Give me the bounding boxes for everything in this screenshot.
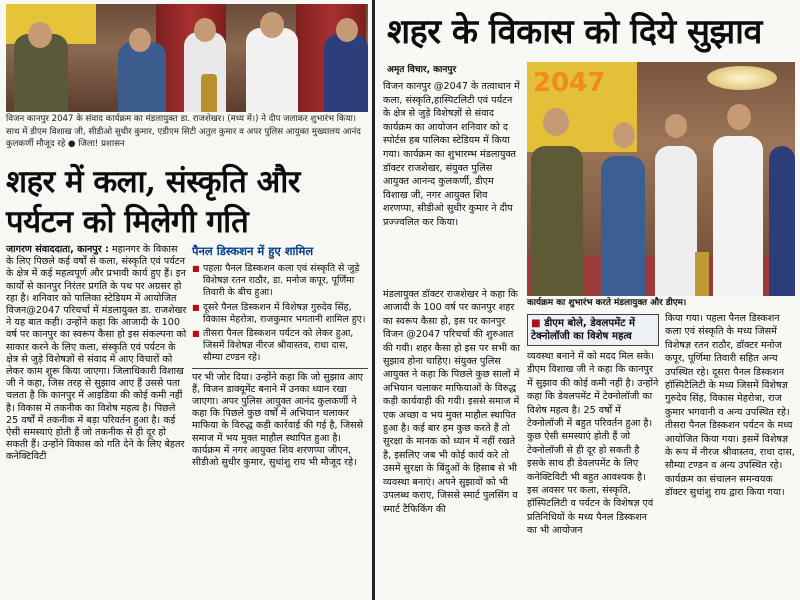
ceremonial-lamp <box>695 252 709 296</box>
article-column <box>192 244 368 469</box>
article-body: मंडलायुक्त डॉक्टर राजशेखर ने कहा कि आजादी के 100 वर्ष पर कानपुर शहर का स्वरूप कैसा हो, इस पर कानपुर विजन @2047 परिचर्चा की शुरुआत की गयी। शहर कैसा हो इस पर सभी का सुझाव होना चाहिए। संयुक्त पुलिस आयुक्त ने कहा कि पिछले कुछ सालों में अभियान चलाकर माफियाओं के विरुद्ध कड़ी कार्यवाही की गयी। इससे समाज में एक अच्छा व भय मुक्त माहौल स्थापित हुआ है। कई बार हम कुछ करते हैं तो सुरक्षा के मानक को ध्यान में नहीं रखते है, इसलिए जब भी कोई कार्य करे तो उसमें सुरक्षा के बिंदुओं के हिसाब से भी व्यवस्था बनाएं। अपने सुझावों को भी उपलब्ध कराए, जिससे स्मार्ट पुलसिंग व स्मार्ट टैफिकिंग की <box>383 289 520 515</box>
article-body: किया गया। पहला पैनल डिस्कशन कला एवं संस्कृति के मध्य जिसमें विशेषज्ञ रतन राठौर, डॉक्टर मनोज कपूर, पूर्णिमा तिवारी सहित अन्य उपस्थित रहे। दूसरा पैनल डिस्कशन हॉस्पिटैलिटी के मध्य जिसमें विशेषज्ञ गुरुदेव सिंह, विकास मेहरोत्रा, राज कुमार भगवानी व अन्य उपस्थित रहे। तीसरा पैनल डिस्कशन पर्यटन के मध्य आयोजित किया गया। इसमें विशेषज्ञ के रूप में नीरज श्रीवास्तव, राधा दास, सौम्या टण्डन व अन्य उपस्थित रहे। कार्यक्रम का संचालन समन्वयक डॉक्टर सुधांशु राय द्वारा किया गया। <box>665 313 795 499</box>
event-photo-right <box>527 62 795 296</box>
photo-caption: कार्यक्रम का शुभारंभ करते मंडलायुक्त और डीएम। <box>527 298 687 308</box>
headline: शहर के विकास को दिये सुझाव <box>387 12 762 52</box>
photo-person <box>246 28 298 112</box>
photo-person-head <box>194 18 216 42</box>
photo-person-head <box>613 122 635 148</box>
photo-person-head <box>543 108 569 136</box>
bullet-square-icon: ■ <box>531 318 545 329</box>
byline: अमृत विचार, कानपुर <box>387 65 457 75</box>
left-newspaper-clip <box>0 0 372 600</box>
byline: जागरण संवाददाता, कानपुर : <box>6 244 109 255</box>
photo-person <box>655 146 697 296</box>
photo-person-head <box>336 18 358 42</box>
photo-person-head <box>665 114 687 138</box>
subheading-text: डीएम बोले, डेवलपमेंट में टेक्नोलॉजी का विशेष महत्व <box>531 318 636 342</box>
panel-list <box>192 263 368 365</box>
article-column <box>6 244 187 464</box>
article-body: व्यवस्था बनाने में को मदद मिल सके। डीएम विशाख जी ने कहा कि कानपुर में सुझाव की कोई कमी नहीं है। उन्होंने कहा कि डेवलपमेंट में टेक्नोलॉजी का विशेष महत्व है। 25 वर्षों में टेक्नोलॉजी में बहुत परिवर्तन हुआ है। कुछ ऐसी समस्याएं होती हैं जो टेक्नोलॉजी से ही दूर हो सकती है इसके साथ ही डेवलपमेंट के लिए कनेक्टिविटी भी बहुत आवश्यक है। इस अवसर पर कला, संस्कृति, हॉस्पिटलिटी व पर्यटन के विशेषज्ञ एवं प्रतिनिधियों के मध्य पैनल डिस्कशन का भी आयोजन <box>527 351 659 537</box>
photo-person <box>531 146 583 296</box>
headline: शहर में कला, संस्कृति और पर्यटन को मिलेगी गति <box>6 164 300 240</box>
photo-person-head <box>129 28 151 52</box>
chandelier <box>707 66 777 90</box>
column-divider <box>192 368 368 369</box>
photo-banner-text: 2047 <box>533 68 606 98</box>
panel-list-item: ■ दूसरे पैनल डिस्कशन में विशेषज्ञ गुरुदेव सिंह, विकास मेहरोत्रा, राजकुमार भगतानी शामिल हुए। <box>192 302 368 326</box>
photo-person-head <box>28 22 52 48</box>
ceremonial-lamp <box>201 74 217 112</box>
right-newspaper-clip <box>375 0 800 600</box>
article-body: पर भी जोर दिया। उन्होंने कहा कि जो सुझाव आए हैं, विजन डाक्यूमेंट बनाने में उनका ध्यान रखा जाएगा। अपर पुलिस आयुक्त आनंद कुलकर्णी ने कहा कि पिछले कुछ वर्षों में अभियान चलाकर माफिया के विरुद्ध कड़ी कार्रवाई की गई है, जिससे समाज में भय मुक्त माहौल स्थापित हुआ है। कार्यक्रम में नगर आयुक्त शिव शरणप्पा जीएन, सीडीओ सुधीर कुमार, सुधांशु राय भी मौजूद रहे। <box>192 371 364 469</box>
article-column <box>527 314 659 538</box>
subheading <box>527 314 659 346</box>
article-body: विजन कानपुर @2047 के तत्वाधान में कला, संस्कृति,हास्पिटलिटी एवं पर्यटन के क्षेत्र से जुड़े विशेषज्ञों से संवाद कार्यक्रम का आयोजन शनिवार को द स्पोर्टस हब पालिका स्टेडियम में किया गया। कार्यक्रम का शुभारम्भ मंडलायुक्त डॉक्टर राजशेखर, संयुक्त पुलिस आयुक्त आनन्द कुलकर्णी, डीएम विशाख जी, नगर आयुक्त शिव शरणप्पा, सीडीओ सुधीर कुमार ने दीप प्रज्ज्वलित कर किया। <box>383 81 520 228</box>
photo-caption: विजन कानपुर 2047 के संवाद कार्यक्रम का मंडलायुक्त डा. राजशेखर। (मध्य में।) ने दीप जलाकर शुभारंभ किया। साथ में डीएम विशाख जी, सीडीओ सुधीर कुमार, एडीएम सिटी अतुल कुमार व अपर पुलिस आयुक्त मुख्यालय आनंद कुलकर्णी मौजूद रहे ● जिला! प्रशासन <box>6 114 361 149</box>
panel-list-item: ■ पहला पैनल डिस्कशन कला एवं संस्कृति से जुड़े विशेषज्ञ रतन राठौर, डा. मनोज कपूर, पूर्णिमा तिवारी के बीच हुआ। <box>192 263 368 300</box>
panel-heading: पैनल डिस्कशन में हुए शामिल <box>192 244 314 258</box>
photo-person <box>601 156 645 296</box>
photo-person <box>769 146 795 296</box>
photo-person-head <box>727 104 751 130</box>
photo-person <box>713 136 763 296</box>
article-body: महानगर के विकास के लिए पिछले कई वर्षों से कला, संस्कृति एवं पर्यटन के क्षेत्र में कई महत्वपूर्ण और प्रभावी कार्य हुए हैं। इन कार्यों से कानपुर निरंतर प्रगति के पथ पर अग्रसर हो रहा है। शनिवार को पालिका स्टेडियम में आयोजित विजन@2047 परिचर्चा में मंडलायुक्त डा. राजशेखर ने यह बात कही। उन्होंने कहा कि आजादी के 100 वर्ष पर कानपुर का स्वरूप कैसा हो इस संकल्पना को साकार करने के लिए कला, संस्कृति एवं पर्यटन के क्षेत्र से जुड़े विशेषज्ञों से संवाद में आए विचारों को लेकर काम शुरू किया जाएगा। जिलाधिकारी विशाख जी ने कहा, जिस तरह से सुझाव आए हैं उससे पता चलता है कि कानपुर में आइडिया की कोई कमी नहीं है। विकास में तकनीक का विशेष महत्व है। पिछले 25 वर्षों में तकनीक में बड़ा परिवर्तन हुआ है। कई ऐसी समस्याएं होती हैं जो तकनीक से ही दूर हो सकती हैं। उन्होंने विकास को गति देने के लिए बेहतर कनेक्टिविटी <box>6 244 187 463</box>
photo-person <box>324 34 368 112</box>
photo-person-head <box>260 12 284 38</box>
photo-person <box>118 42 166 112</box>
panel-list-item: ■ तीसरा पैनल डिस्कशन पर्यटन को लेकर हुआ, जिसमें विशेषज्ञ नीरज श्रीवास्तव, राधा दास, सौम्या टण्डन रहे। <box>192 328 368 365</box>
event-photo-left <box>6 4 368 112</box>
